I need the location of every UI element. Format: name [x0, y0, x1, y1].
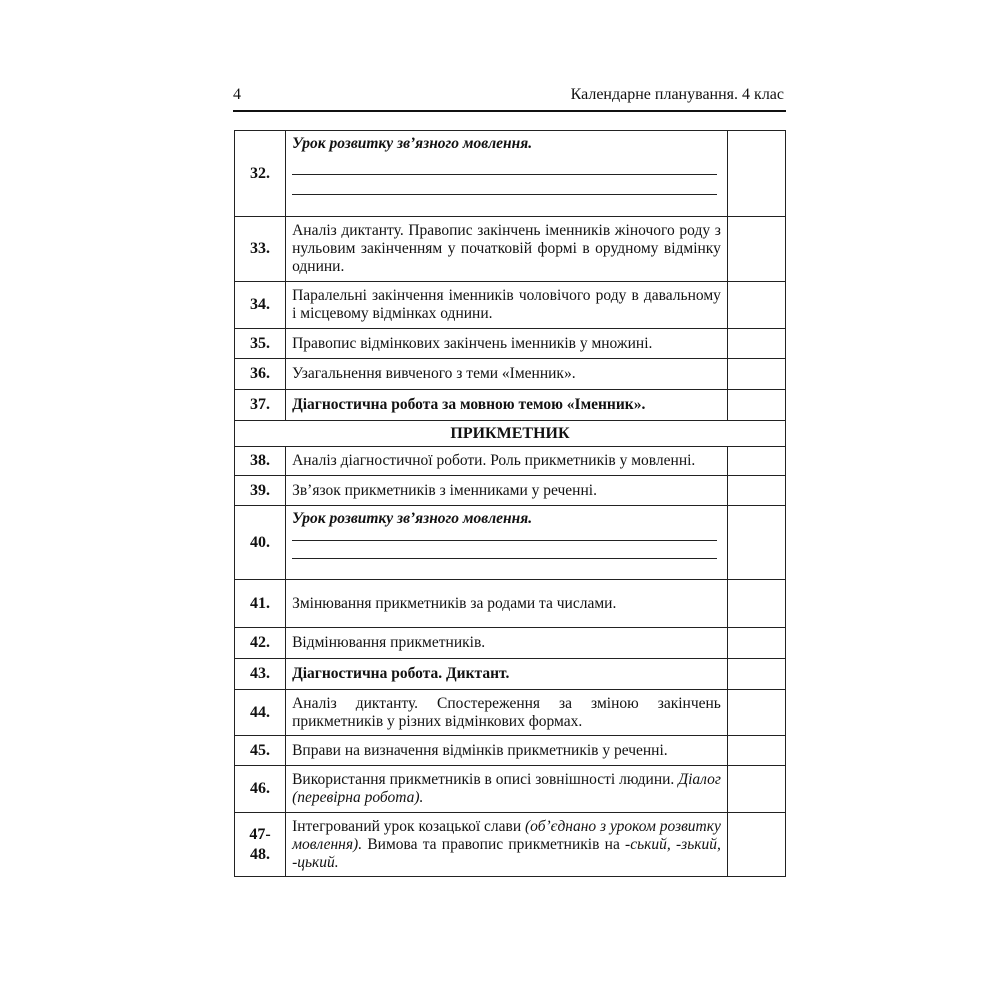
lesson-number: 42. [235, 628, 286, 659]
table-row [235, 659, 786, 690]
lesson-topic: Діагностична робота. Диктант. [286, 659, 728, 690]
lesson-topic: Зв’язок прикметників з іменниками у реченні. [286, 476, 728, 506]
lesson-number: 34. [235, 282, 286, 329]
table-row [235, 813, 786, 877]
table-row [235, 359, 786, 390]
lesson-topic [286, 131, 728, 217]
lesson-number: 33. [235, 217, 286, 282]
lesson-number: 41. [235, 580, 286, 628]
page-number: 4 [233, 86, 241, 103]
notes-cell [727, 447, 785, 476]
lesson-topic-text: Урок розвитку зв’язного мовлення. [292, 510, 533, 527]
lesson-number: 40. [235, 506, 286, 580]
lesson-topic: Змінювання прикметників за родами та числами. [286, 580, 728, 628]
lesson-topic-note: Діалог (перевірна робота). [292, 771, 721, 806]
table-row [235, 476, 786, 506]
lesson-number-first: 47- [249, 825, 271, 843]
table-row [235, 217, 786, 282]
lesson-topic: Діагностична робота за мовною темою «Іменник». [286, 390, 728, 421]
notes-cell [727, 659, 785, 690]
table-row [235, 390, 786, 421]
notes-cell [727, 131, 785, 217]
table-row [235, 628, 786, 659]
table-row [235, 506, 786, 580]
notes-cell [727, 628, 785, 659]
running-header-title: Календарне планування. 4 клас [570, 86, 784, 103]
lesson-topic-text-cont: Вимова та правопис прикметників на [367, 835, 620, 853]
lesson-topic: Правопис відмінкових закінчень іменників у множині. [286, 329, 728, 359]
lesson-topic: Аналіз диктанту. Спостереження за зміною закінчень прикметників у різних відмінкових формах. [286, 690, 728, 736]
table-row [235, 131, 786, 217]
lesson-number: 32. [235, 131, 286, 217]
lesson-topic-suffixes: -ський, -зький, -цький. [292, 835, 721, 871]
lesson-number: 43. [235, 659, 286, 690]
notes-cell [727, 329, 785, 359]
lesson-topic: Аналіз діагностичної роботи. Роль прикметників у мовленні. [286, 447, 728, 476]
lesson-topic-text: Використання прикметників в описі зовнішності людини. [292, 771, 675, 788]
table-row [235, 766, 786, 813]
lesson-number [235, 813, 286, 877]
notes-cell [727, 476, 785, 506]
table-row [235, 447, 786, 476]
lesson-topic [286, 766, 728, 813]
notes-cell [727, 736, 785, 766]
lesson-number: 38. [235, 447, 286, 476]
lesson-number: 39. [235, 476, 286, 506]
lesson-number: 44. [235, 690, 286, 736]
table-row [235, 580, 786, 628]
lesson-number: 45. [235, 736, 286, 766]
section-title: ПРИКМЕТНИК [235, 421, 786, 447]
lesson-number: 35. [235, 329, 286, 359]
notes-cell [727, 690, 785, 736]
notes-cell [727, 390, 785, 421]
lesson-topic: Узагальнення вивченого з теми «Іменник». [286, 359, 728, 390]
section-row [235, 421, 786, 447]
lesson-topic [286, 506, 728, 580]
lesson-number-second: 48. [250, 845, 271, 863]
notes-cell [727, 282, 785, 329]
notes-cell [727, 217, 785, 282]
lesson-topic: Вправи на визначення відмінків прикметників у реченні. [286, 736, 728, 766]
blank-line [292, 194, 717, 195]
table-row [235, 282, 786, 329]
lesson-topic: Відмінювання прикметників. [286, 628, 728, 659]
lesson-number: 36. [235, 359, 286, 390]
lesson-topic-text: Інтегрований урок козацької слави [292, 817, 522, 835]
notes-cell [727, 506, 785, 580]
lesson-topic-note: (об’єднано з уроком розвитку мовлення). [292, 817, 721, 853]
notes-cell [727, 359, 785, 390]
lesson-number: 37. [235, 390, 286, 421]
table-row [235, 690, 786, 736]
calendar-plan-table [234, 130, 786, 877]
notes-cell [727, 813, 785, 877]
header-rule [233, 110, 786, 112]
table-row [235, 736, 786, 766]
lesson-number: 46. [235, 766, 286, 813]
lesson-topic [286, 813, 728, 877]
lesson-topic-text: Урок розвитку зв’язного мовлення. [292, 135, 533, 152]
notes-cell [727, 580, 785, 628]
table-row [235, 329, 786, 359]
lesson-topic: Аналіз диктанту. Правопис закінчень іменників жіночого роду з нульовим закінченням у початковій формі в орудному відмінку однини. [286, 217, 728, 282]
blank-line [292, 558, 717, 559]
lesson-topic: Паралельні закінчення іменників чоловічого роду в давальному і місцевому відмінках однини. [286, 282, 728, 329]
notes-cell [727, 766, 785, 813]
